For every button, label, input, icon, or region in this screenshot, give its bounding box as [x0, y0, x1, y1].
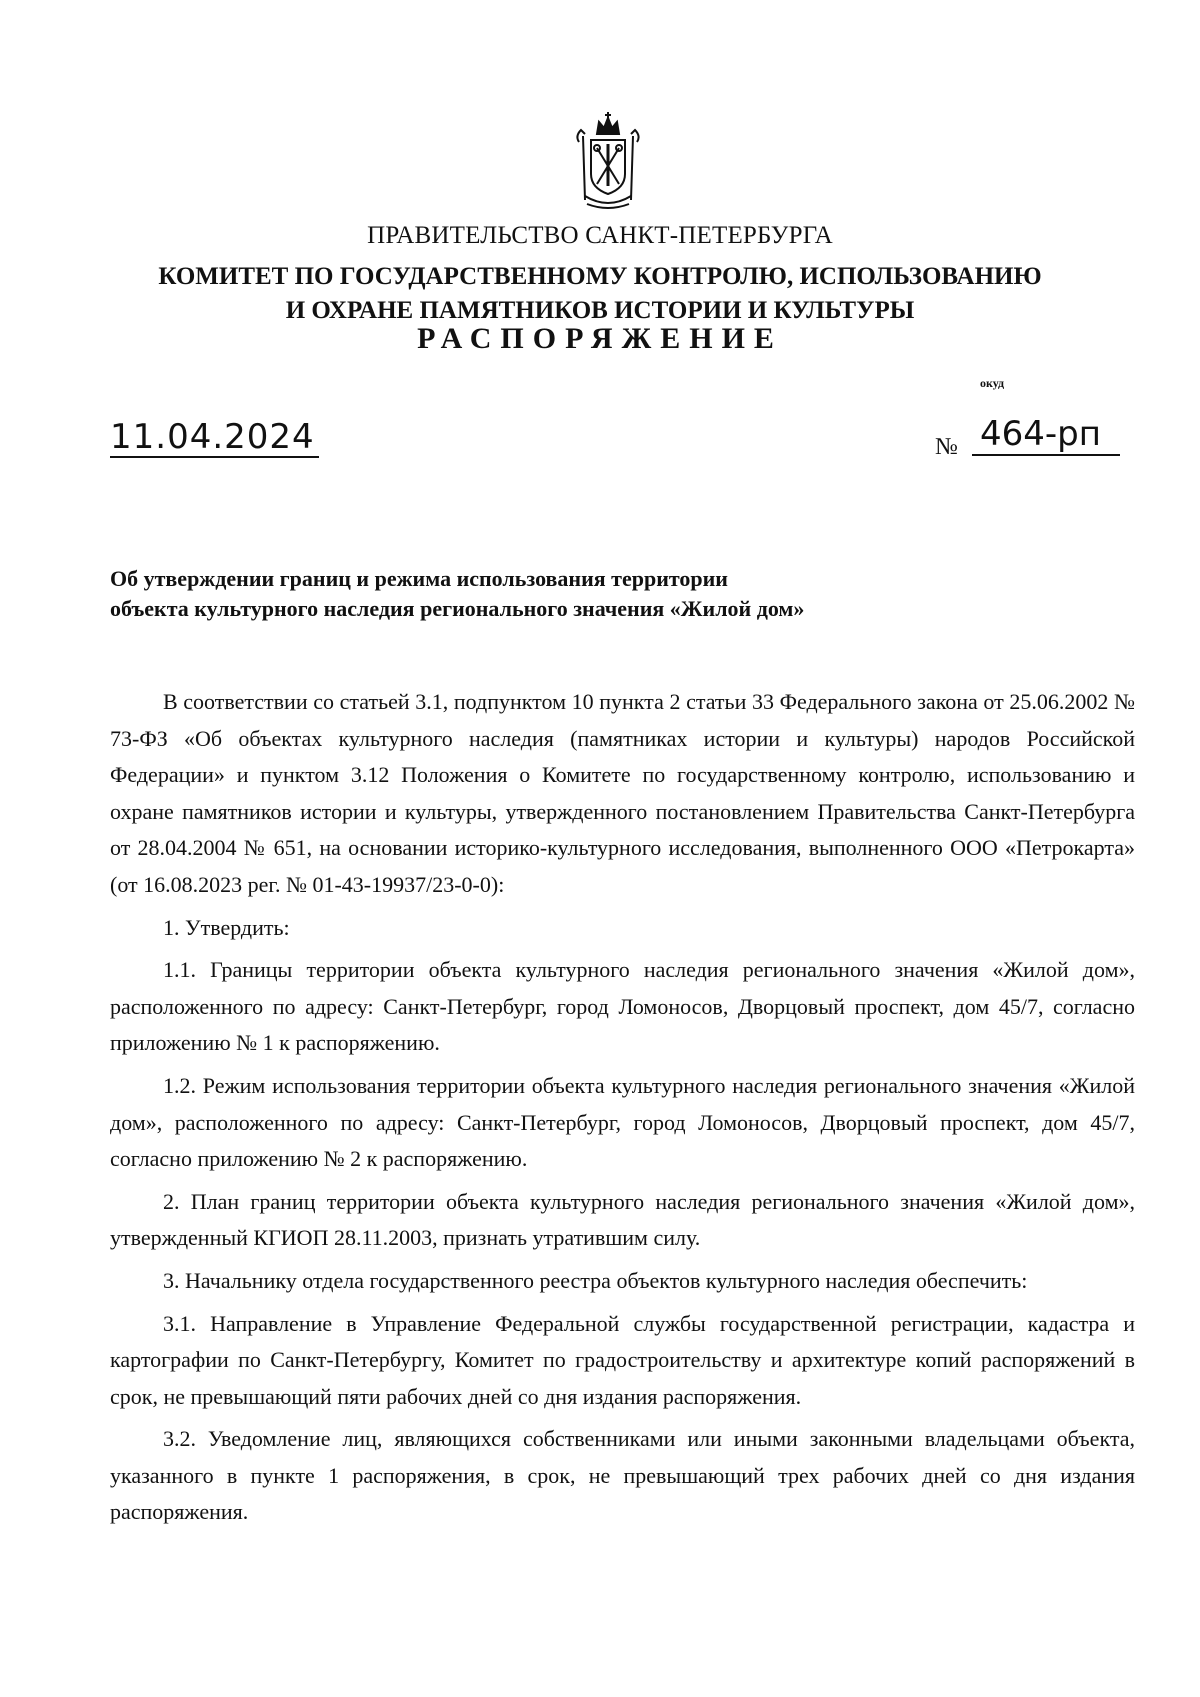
committee-title-line-2: И ОХРАНЕ ПАМЯТНИКОВ ИСТОРИИ И КУЛЬТУРЫ [285, 297, 915, 324]
saint-petersburg-coat-of-arms-icon [573, 112, 643, 212]
okud-label: окуд [980, 376, 1005, 390]
document-subject [110, 564, 1010, 624]
item-1-2: 1.2. Режим использования территории объекта культурного наследия регионального значения «Жилой дом», расположенного по адресу: Санкт-Петербург, город Ломоносов, Дворцовый проспект, дом 45/7, согласно приложению № 2 к распоряжению. [110, 1072, 1135, 1172]
document-type: РАСПОРЯЖЕНИЕ [417, 322, 783, 355]
preamble-paragraph: В соответствии со статьей 3.1, подпунктом 10 пункта 2 статьи 33 Федерального закона от 25.06.2002 № 73-ФЗ «Об объектах культурного наследия (памятниках истории и культуры) народов Российской Федерации» и пунктом 3.12 Положения о Комитете по государственному контролю, использованию и охране памятников истории и культуры, утвержденного постановлением Правительства Санкт-Петербурга от 28.04.2004 № 651, на основании историко-культурного исследования, выполненного ООО «Петрокарта» (от 16.08.2023 рег. № 01-43-19937/23-0-0): [110, 689, 1135, 897]
document-number: 464-рп [972, 414, 1120, 456]
government-title: ПРАВИТЕЛЬСТВО САНКТ-ПЕТЕРБУРГА [367, 222, 833, 249]
item-3-1: 3.1. Направление в Управление Федеральной службы государственной регистрации, кадастра и картографии по Санкт-Петербургу, Комитет по градостроительству и архитектуре копий распоряжений в срок, не превышающий пяти рабочих дней со дня издания распоряжения. [110, 1310, 1135, 1409]
committee-title-line-1: КОМИТЕТ ПО ГОСУДАРСТВЕННОМУ КОНТРОЛЮ, ИСПОЛЬЗОВАНИЮ [158, 263, 1042, 290]
document-date: 11.04.2024 [110, 418, 319, 458]
item-3: 3. Начальнику отдела государственного реестра объектов культурного наследия обеспечить: [163, 1267, 1028, 1293]
document-body [110, 684, 1135, 1537]
committee-title [100, 260, 1100, 328]
number-label: № [935, 434, 958, 460]
item-3-2: 3.2. Уведомление лиц, являющихся собственниками или иными законными владельцами объекта, указанного в пункте 1 распоряжения, в срок, не превышающий трех рабочих дней со дня издания распоряжения. [110, 1426, 1135, 1525]
subject-line-1: Об утверждении границ и режима использования территории [110, 566, 728, 591]
subject-line-2: объекта культурного наследия регионального значения «Жилой дом» [110, 596, 805, 621]
item-1: 1. Утвердить: [163, 914, 290, 940]
item-1-1: 1.1. Границы территории объекта культурного наследия регионального значения «Жилой дом», расположенного по адресу: Санкт-Петербург, город Ломоносов, Дворцовый проспект, дом 45/7, согласно приложению № 1 к распоряжению. [110, 957, 1135, 1056]
item-2: 2. План границ территории объекта культурного наследия регионального значения «Жилой дом», утвержденный КГИОП 28.11.2003, признать утратившим силу. [110, 1188, 1135, 1251]
